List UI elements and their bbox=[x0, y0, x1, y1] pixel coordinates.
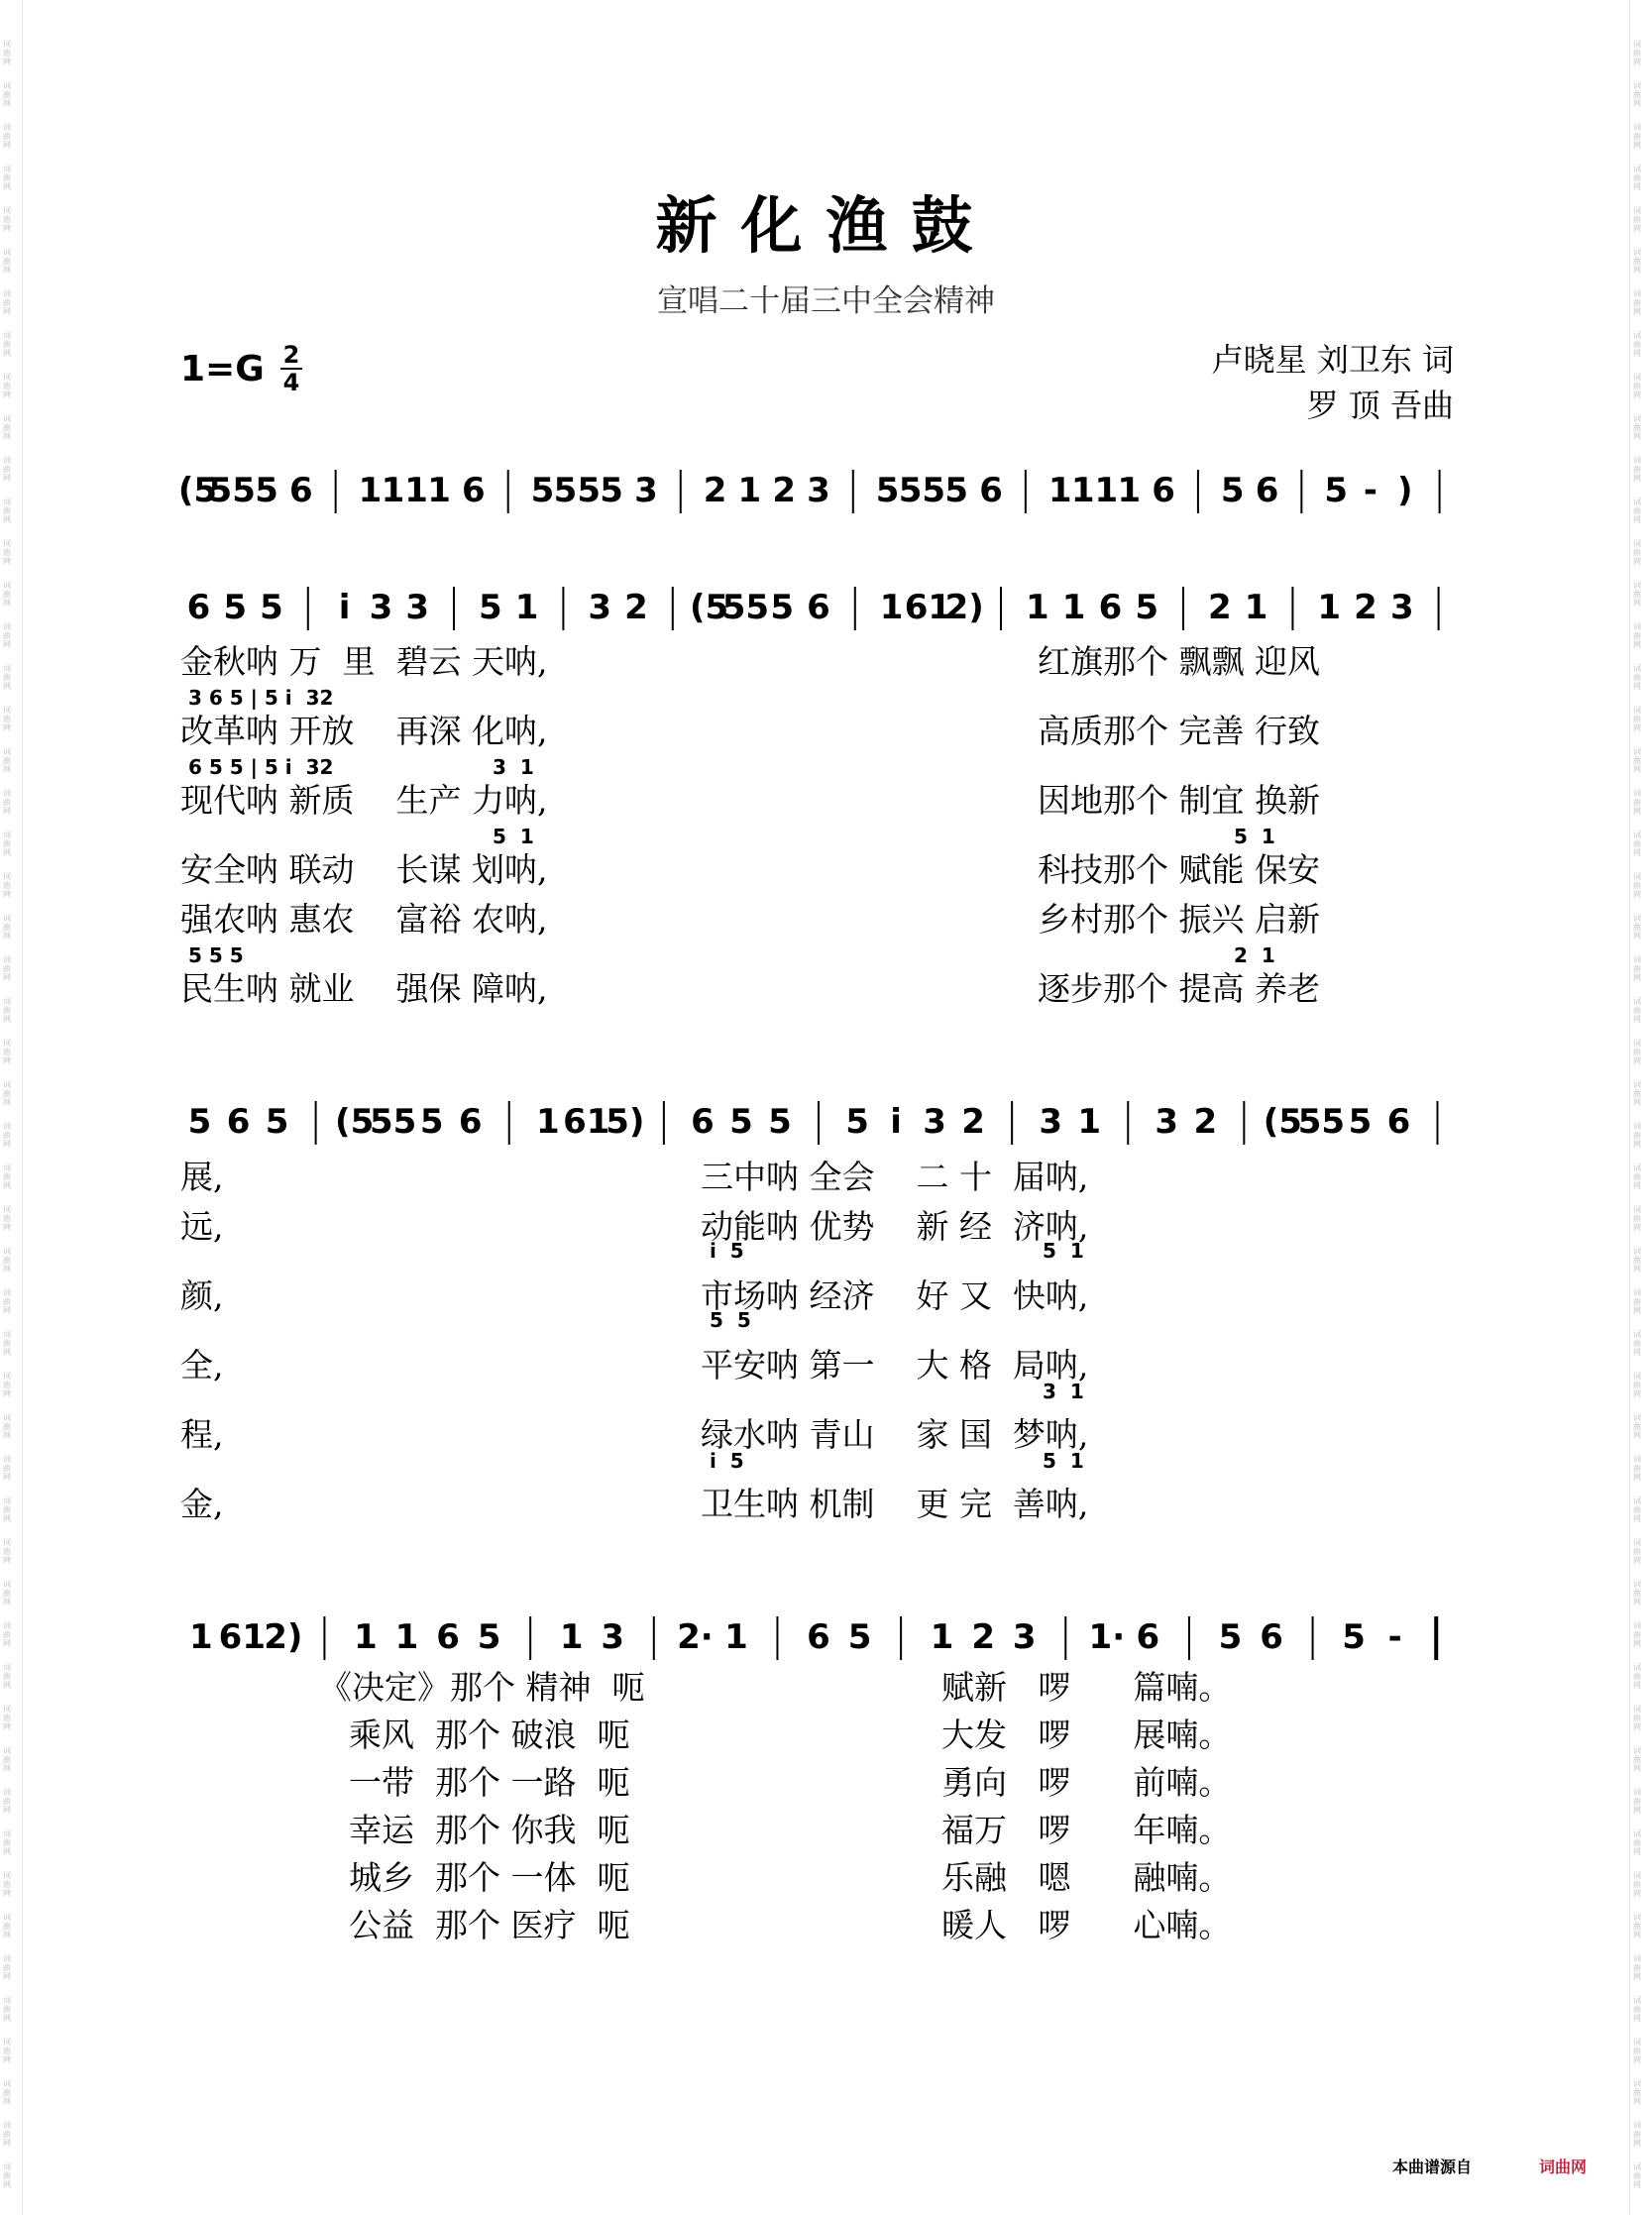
watermark-text: 词 曲 网 bbox=[3, 81, 11, 108]
watermark-text: 词 曲 网 bbox=[3, 1538, 11, 1565]
note: (5 bbox=[689, 588, 729, 627]
watermark-text: 词 曲 网 bbox=[1633, 1705, 1641, 1731]
note: 3 bbox=[588, 588, 612, 627]
verse-2-left: 改革呐 开放 再深 化呐, bbox=[180, 712, 548, 750]
watermark-text: 词 曲 网 bbox=[1633, 331, 1641, 358]
watermark-text: 词 曲 网 bbox=[3, 789, 11, 816]
s2-verse-1-right: 三中呐 全会 二 十 届呐, bbox=[701, 1158, 1089, 1196]
s3-verse-3-right: 勇向 啰 前喃。 bbox=[941, 1763, 1232, 1802]
watermark-text: 词 曲 网 bbox=[1633, 1788, 1641, 1815]
watermark-text: 词 曲 网 bbox=[3, 997, 11, 1024]
note: 3 bbox=[601, 1617, 625, 1657]
note: 1 bbox=[1047, 471, 1072, 510]
watermark-text: 词 曲 网 bbox=[1633, 123, 1641, 150]
verse-2-right: 高质那个 完善 行致 bbox=[1038, 712, 1320, 750]
note: 3 bbox=[923, 1102, 946, 1142]
watermark-text: 词 曲 网 bbox=[1633, 581, 1641, 608]
note: 2 bbox=[1354, 588, 1377, 627]
note: 3 bbox=[1155, 1102, 1179, 1142]
s3-verse-2-left: 乘风 那个 破浪 呃 bbox=[349, 1716, 630, 1754]
watermark-text: 词 曲 网 bbox=[1633, 1496, 1641, 1523]
watermark-text: 词 曲 网 bbox=[3, 165, 11, 191]
watermark-text: 词 曲 网 bbox=[1633, 40, 1641, 66]
s2-verse-2-left: 远, bbox=[180, 1207, 224, 1246]
watermark-text: 词 曲 网 bbox=[3, 747, 11, 774]
right-watermark-strip bbox=[1629, 0, 1652, 2215]
verse-1-left: 金秋呐 万 里 碧云 天呐, bbox=[180, 642, 548, 681]
note: 5 bbox=[770, 588, 795, 627]
watermark-text: 词 曲 网 bbox=[3, 1496, 11, 1523]
watermark-text: 词 曲 网 bbox=[3, 581, 11, 608]
watermark-text: 词 曲 网 bbox=[3, 914, 11, 941]
s2-verse-2-right: 动能呐 优势 新 经 济呐, bbox=[701, 1207, 1089, 1246]
note: 2 bbox=[772, 471, 797, 510]
watermark-text: 词 曲 网 bbox=[1633, 414, 1641, 441]
note: 3 bbox=[807, 471, 830, 510]
watermark-text: 词 曲 网 bbox=[3, 248, 11, 275]
watermark-text: 词 曲 网 bbox=[1633, 1122, 1641, 1149]
note: 1 bbox=[1117, 471, 1142, 510]
note: 5 bbox=[1135, 588, 1159, 627]
note: 61 bbox=[904, 588, 952, 627]
watermark-text: 词 曲 网 bbox=[1633, 248, 1641, 275]
note: 3 bbox=[369, 588, 393, 627]
watermark-text: 词 曲 网 bbox=[3, 1996, 11, 2023]
mini-notation-v2-left: 3 6 5 | 5 i 32 bbox=[188, 686, 334, 710]
verse-1-right: 红旗那个 飘飘 迎风 bbox=[1038, 642, 1320, 681]
watermark-text: 词 曲 网 bbox=[1633, 955, 1641, 982]
s3-verse-6-right: 暖人 啰 心喃。 bbox=[941, 1906, 1232, 1944]
note: 5) bbox=[606, 1102, 645, 1142]
mini-notation-v3-mid: 3 1 bbox=[493, 755, 534, 779]
note: 1· bbox=[1088, 1617, 1126, 1657]
note: 6 bbox=[691, 1102, 715, 1142]
watermark-text: 词 曲 网 bbox=[3, 2079, 11, 2106]
note: 3 bbox=[1012, 1617, 1037, 1657]
left-watermark-strip bbox=[0, 0, 23, 2215]
watermark-text: 词 曲 网 bbox=[3, 1330, 11, 1357]
watermark-text: 词 曲 网 bbox=[1633, 914, 1641, 941]
watermark-text: 词 曲 网 bbox=[1633, 831, 1641, 857]
note: 2 bbox=[624, 588, 648, 627]
watermark-text: 词 曲 网 bbox=[3, 622, 11, 649]
note: 5 bbox=[419, 1102, 444, 1142]
note: 1 bbox=[559, 1617, 584, 1657]
staff-line-2 bbox=[180, 1087, 1457, 1151]
watermark-text: 词 曲 网 bbox=[3, 1829, 11, 1856]
watermark-text: 词 曲 网 bbox=[3, 831, 11, 857]
mini-notation-v6-right: 2 1 bbox=[1234, 943, 1275, 967]
s2-verse-1-left: 展, bbox=[180, 1158, 224, 1196]
watermark-text: 词 曲 网 bbox=[3, 1621, 11, 1648]
note: 1 bbox=[879, 588, 904, 627]
s2-verse-6-right: 卫生呐 机制 更 完 善呐, bbox=[701, 1485, 1089, 1523]
note: 1 bbox=[1317, 588, 1342, 627]
s2-verse-6-left: 金, bbox=[180, 1485, 224, 1523]
watermark-text: 词 曲 网 bbox=[3, 2121, 11, 2148]
watermark-text: 词 曲 网 bbox=[1633, 997, 1641, 1024]
watermark-text: 词 曲 网 bbox=[1633, 1913, 1641, 1939]
watermark-text: 词 曲 网 bbox=[1633, 1330, 1641, 1357]
note: (5 bbox=[177, 471, 218, 510]
watermark-text: 词 曲 网 bbox=[1633, 539, 1641, 566]
watermark-text: 词 曲 网 bbox=[3, 1205, 11, 1232]
watermark-text: 词 曲 网 bbox=[1633, 1247, 1641, 1274]
note: 11 bbox=[381, 471, 428, 510]
watermark-text: 词 曲 网 bbox=[1633, 165, 1641, 191]
note: (5 bbox=[1263, 1102, 1302, 1142]
watermark-text: 词 曲 网 bbox=[1633, 706, 1641, 732]
time-signature bbox=[280, 343, 302, 394]
s3-verse-4-right: 福万 啰 年喃。 bbox=[941, 1811, 1232, 1849]
watermark-text: 词 曲 网 bbox=[3, 1871, 11, 1898]
watermark-text: 词 曲 网 bbox=[3, 1039, 11, 1065]
s2-verse-5-left: 程, bbox=[180, 1415, 224, 1454]
note: 6 bbox=[1152, 471, 1175, 510]
note: 1 bbox=[358, 471, 383, 510]
watermark-text: 词 曲 网 bbox=[1633, 1996, 1641, 2023]
note: (5 bbox=[335, 1102, 375, 1142]
footer-site-link[interactable]: 词曲网 bbox=[1539, 2158, 1588, 2176]
watermark-text: 词 曲 网 bbox=[1633, 1455, 1641, 1482]
s3-verse-3-left: 一带 那个 一路 呃 bbox=[349, 1763, 630, 1802]
watermark-text: 词 曲 网 bbox=[3, 456, 11, 483]
watermark-text: 词 曲 网 bbox=[1633, 622, 1641, 649]
note: 5 bbox=[1218, 1617, 1243, 1657]
mini-notation-v6-left: 5 5 5 bbox=[188, 943, 244, 967]
lyricists-credit: 卢晓星 刘卫东 词 bbox=[1211, 341, 1454, 379]
watermark-text: 词 曲 网 bbox=[3, 1913, 11, 1939]
watermark-text: 词 曲 网 bbox=[1633, 664, 1641, 691]
watermark-text: 词 曲 网 bbox=[1633, 1871, 1641, 1898]
watermark-text: 词 曲 网 bbox=[1633, 1039, 1641, 1065]
note: 1 bbox=[930, 1617, 954, 1657]
watermark-text: 词 曲 网 bbox=[1633, 81, 1641, 108]
s3-verse-1-left: 《决定》那个 精神 呃 bbox=[319, 1668, 645, 1707]
watermark-text: 词 曲 网 bbox=[3, 1372, 11, 1398]
watermark-text: 词 曲 网 bbox=[3, 2038, 11, 2064]
verse-3-right: 因地那个 制宜 换新 bbox=[1038, 781, 1320, 820]
note: 2) bbox=[944, 588, 984, 627]
watermark-text: 词 曲 网 bbox=[1633, 1746, 1641, 1773]
watermark-text: 词 曲 网 bbox=[3, 1413, 11, 1440]
note: 5 bbox=[875, 471, 900, 510]
s3-verse-5-right: 乐融 嗯 融喃。 bbox=[941, 1858, 1232, 1897]
watermark-text: 词 曲 网 bbox=[3, 539, 11, 566]
note: 5 bbox=[223, 588, 248, 627]
s2-verse-4-left: 全, bbox=[180, 1346, 224, 1384]
verse-4-left: 安全呐 联动 长谋 划呐, bbox=[180, 850, 548, 889]
watermark-text: 词 曲 网 bbox=[3, 1746, 11, 1773]
mini-notation-v3-left: 6 5 5 | 5 i 32 bbox=[188, 755, 334, 779]
note: 55 bbox=[370, 1102, 417, 1142]
note: 6 bbox=[1260, 1617, 1283, 1657]
note: 2) bbox=[264, 1617, 303, 1657]
note: 5 bbox=[265, 1102, 289, 1142]
watermark-text: 词 曲 网 bbox=[3, 1705, 11, 1731]
watermark-text: 词 曲 网 bbox=[3, 872, 11, 899]
watermark-text: 词 曲 网 bbox=[3, 1247, 11, 1274]
watermark-text: 词 曲 网 bbox=[3, 1122, 11, 1149]
note: 55 bbox=[1297, 1102, 1346, 1142]
watermark-text: 词 曲 网 bbox=[1633, 2162, 1641, 2189]
mini-notation-s2-v3-far: 5 1 bbox=[1043, 1239, 1084, 1263]
note: 5 bbox=[729, 1102, 753, 1142]
watermark-text: 词 曲 网 bbox=[1633, 373, 1641, 399]
watermark-text: 词 曲 网 bbox=[3, 1163, 11, 1190]
mini-notation-v4-right: 5 1 bbox=[1234, 825, 1275, 848]
s3-verse-6-left: 公益 那个 医疗 呃 bbox=[349, 1906, 630, 1944]
note: 5 bbox=[530, 471, 555, 510]
note: 6 bbox=[1255, 471, 1279, 510]
note: 3 bbox=[405, 588, 430, 627]
watermark-text: 词 曲 网 bbox=[1633, 498, 1641, 524]
s2-verse-3-right: 市场呐 经济 好 又 快呐, bbox=[701, 1276, 1089, 1315]
verse-3-left: 现代呐 新质 生产 力呐, bbox=[180, 781, 548, 820]
note: 3 bbox=[1389, 588, 1414, 627]
watermark-text: 词 曲 网 bbox=[3, 373, 11, 399]
mini-notation-s2-v5-far: 3 1 bbox=[1043, 1380, 1084, 1403]
watermark-text: 词 曲 网 bbox=[1633, 1663, 1641, 1690]
note: 6 bbox=[807, 1617, 830, 1657]
note: 6 bbox=[436, 1617, 460, 1657]
note: 5 bbox=[1348, 1102, 1373, 1142]
note: 5 bbox=[187, 1102, 212, 1142]
watermark-text: 词 曲 网 bbox=[1633, 2121, 1641, 2148]
watermark-text: 词 曲 网 bbox=[1633, 2038, 1641, 2064]
note: 5 bbox=[478, 588, 502, 627]
footer-source-label: 本曲谱源自 bbox=[1392, 2158, 1473, 2176]
watermark-text: 词 曲 网 bbox=[1633, 872, 1641, 899]
watermark-text: 词 曲 网 bbox=[1633, 1372, 1641, 1398]
note: 5 bbox=[845, 1102, 869, 1142]
verse-5-right: 乡村那个 振兴 启新 bbox=[1038, 900, 1320, 939]
mini-notation-s2-v6-right: i 5 bbox=[710, 1449, 744, 1473]
watermark-text: 词 曲 网 bbox=[1633, 1954, 1641, 1981]
watermark-text: 词 曲 网 bbox=[3, 1080, 11, 1107]
s3-verse-1-right: 赋新 啰 篇喃。 bbox=[941, 1668, 1232, 1707]
watermark-text: 词 曲 网 bbox=[3, 1954, 11, 1981]
note: 5 bbox=[255, 471, 278, 510]
note: 6 bbox=[979, 471, 1003, 510]
page-subtitle: 宣唱二十届三中全会精神 bbox=[657, 283, 995, 319]
watermark-text: 词 曲 网 bbox=[3, 331, 11, 358]
time-signature-upper: 2 bbox=[282, 341, 300, 369]
note: 1 bbox=[1077, 1102, 1102, 1142]
note: 5 bbox=[944, 471, 969, 510]
watermark-text: 词 曲 网 bbox=[3, 2162, 11, 2189]
watermark-text: 词 曲 网 bbox=[1633, 789, 1641, 816]
watermark-text: 词 曲 网 bbox=[1633, 1080, 1641, 1107]
verse-6-left: 民生呐 就业 强保 障呐, bbox=[180, 969, 548, 1008]
note: 1 bbox=[737, 471, 762, 510]
staff-line-3 bbox=[180, 1603, 1457, 1666]
watermark-text: 词 曲 网 bbox=[1633, 747, 1641, 774]
composer-credit: 罗 顶 吾曲 bbox=[1306, 387, 1454, 424]
note: ) bbox=[1397, 471, 1413, 510]
staff-line-1 bbox=[180, 573, 1457, 636]
note: 5 bbox=[477, 1617, 501, 1657]
note: 6 bbox=[458, 1102, 483, 1142]
note: 61 bbox=[218, 1617, 266, 1657]
watermark-text: 词 曲 网 bbox=[1633, 1829, 1641, 1856]
watermark-text: 词 曲 网 bbox=[3, 706, 11, 732]
watermark-text: 词 曲 网 bbox=[3, 955, 11, 982]
note: 6 bbox=[1136, 1617, 1160, 1657]
note: 2 bbox=[1207, 588, 1232, 627]
note: 5 bbox=[1342, 1617, 1366, 1657]
note: 55 bbox=[208, 471, 256, 510]
note: 6 bbox=[1098, 588, 1123, 627]
key-signature: 1=G bbox=[180, 349, 265, 389]
watermark-text: 词 曲 网 bbox=[1633, 1413, 1641, 1440]
watermark-text: 词 曲 网 bbox=[1633, 1538, 1641, 1565]
watermark-text: 词 曲 网 bbox=[3, 123, 11, 150]
note: 6 bbox=[807, 588, 830, 627]
note: 6 bbox=[289, 471, 313, 510]
note: 1 bbox=[354, 1617, 378, 1657]
note: 2 bbox=[971, 1617, 996, 1657]
watermark-text: 词 曲 网 bbox=[1633, 1205, 1641, 1232]
note: 1 bbox=[514, 588, 539, 627]
mini-notation-v4-mid: 5 1 bbox=[493, 825, 534, 848]
s3-verse-2-right: 大发 啰 展喃。 bbox=[941, 1716, 1232, 1754]
watermark-text: 词 曲 网 bbox=[3, 1580, 11, 1606]
s3-verse-4-left: 幸运 那个 你我 呃 bbox=[349, 1811, 630, 1849]
note: 5 bbox=[1220, 471, 1245, 510]
watermark-text: 词 曲 网 bbox=[3, 1455, 11, 1482]
note: 2 bbox=[703, 471, 727, 510]
note: - bbox=[1363, 471, 1378, 510]
note: 1 bbox=[724, 1617, 748, 1657]
note: 1 bbox=[535, 1102, 560, 1142]
watermark-text: 词 曲 网 bbox=[1633, 1288, 1641, 1315]
s2-verse-3-left: 颜, bbox=[180, 1276, 224, 1315]
verse-5-left: 强农呐 惠农 富裕 农呐, bbox=[180, 900, 548, 939]
watermark-text: 词 曲 网 bbox=[1633, 1580, 1641, 1606]
time-signature-lower: 4 bbox=[282, 369, 300, 396]
verse-6-right: 逐步那个 提高 养老 bbox=[1038, 969, 1320, 1008]
note: 55 bbox=[898, 471, 946, 510]
note: 6 bbox=[462, 471, 486, 510]
watermark-text: 词 曲 网 bbox=[1633, 1163, 1641, 1190]
page-title: 新化渔鼓 bbox=[655, 189, 997, 262]
watermark-text: 词 曲 网 bbox=[1633, 1621, 1641, 1648]
note: 2 bbox=[1193, 1102, 1218, 1142]
watermark-text: 词 曲 网 bbox=[3, 664, 11, 691]
watermark-text: 词 曲 网 bbox=[1633, 456, 1641, 483]
note: i bbox=[338, 588, 351, 627]
note: 3 bbox=[1039, 1102, 1063, 1142]
verse-4-right: 科技那个 赋能 保安 bbox=[1038, 850, 1320, 889]
mini-notation-s2-v4-right: 5 5 bbox=[710, 1308, 751, 1332]
note: 3 bbox=[634, 471, 658, 510]
watermark-text: 词 曲 网 bbox=[3, 1663, 11, 1690]
note: 1 bbox=[1244, 588, 1268, 627]
note: 1 bbox=[394, 1617, 419, 1657]
note: 5 bbox=[600, 471, 623, 510]
watermark-text: 词 曲 网 bbox=[3, 40, 11, 66]
note: 1 bbox=[188, 1617, 213, 1657]
note: 11 bbox=[1070, 471, 1119, 510]
note: 2· bbox=[677, 1617, 714, 1657]
s2-verse-4-right: 平安呐 第一 大 格 局呐, bbox=[701, 1346, 1089, 1384]
note: i bbox=[890, 1102, 902, 1142]
mini-notation-s2-v3-right: i 5 bbox=[710, 1239, 744, 1263]
note: 1 bbox=[427, 471, 451, 510]
watermark-text: 词 曲 网 bbox=[1633, 289, 1641, 316]
note: - bbox=[1387, 1617, 1402, 1657]
note: 2 bbox=[961, 1102, 985, 1142]
note: 6 bbox=[1386, 1102, 1411, 1142]
s3-verse-5-left: 城乡 那个 一体 呃 bbox=[349, 1858, 630, 1897]
s2-verse-5-right: 绿水呐 青山 家 国 梦呐, bbox=[701, 1415, 1089, 1454]
note: 55 bbox=[721, 588, 770, 627]
note: 55 bbox=[553, 471, 601, 510]
note: 6 bbox=[226, 1102, 251, 1142]
note: 5 bbox=[847, 1617, 872, 1657]
note: 61 bbox=[563, 1102, 610, 1142]
note: 5 bbox=[768, 1102, 792, 1142]
watermark-text: 词 曲 网 bbox=[3, 206, 11, 233]
watermark-text: 词 曲 网 bbox=[3, 414, 11, 441]
watermark-text: 词 曲 网 bbox=[1633, 206, 1641, 233]
note: 5 bbox=[260, 588, 283, 627]
note: 5 bbox=[1324, 471, 1348, 510]
watermark-text: 词 曲 网 bbox=[3, 289, 11, 316]
note: 6 bbox=[186, 588, 211, 627]
watermark-text: 词 曲 网 bbox=[3, 1288, 11, 1315]
watermark-text: 词 曲 网 bbox=[3, 1788, 11, 1815]
watermark-text: 词 曲 网 bbox=[1633, 2079, 1641, 2106]
note: 1 bbox=[1025, 588, 1049, 627]
note: 1 bbox=[1061, 588, 1086, 627]
watermark-text: 词 曲 网 bbox=[3, 498, 11, 524]
mini-notation-s2-v6-far: 5 1 bbox=[1043, 1449, 1084, 1473]
staff-intro bbox=[177, 456, 1457, 519]
